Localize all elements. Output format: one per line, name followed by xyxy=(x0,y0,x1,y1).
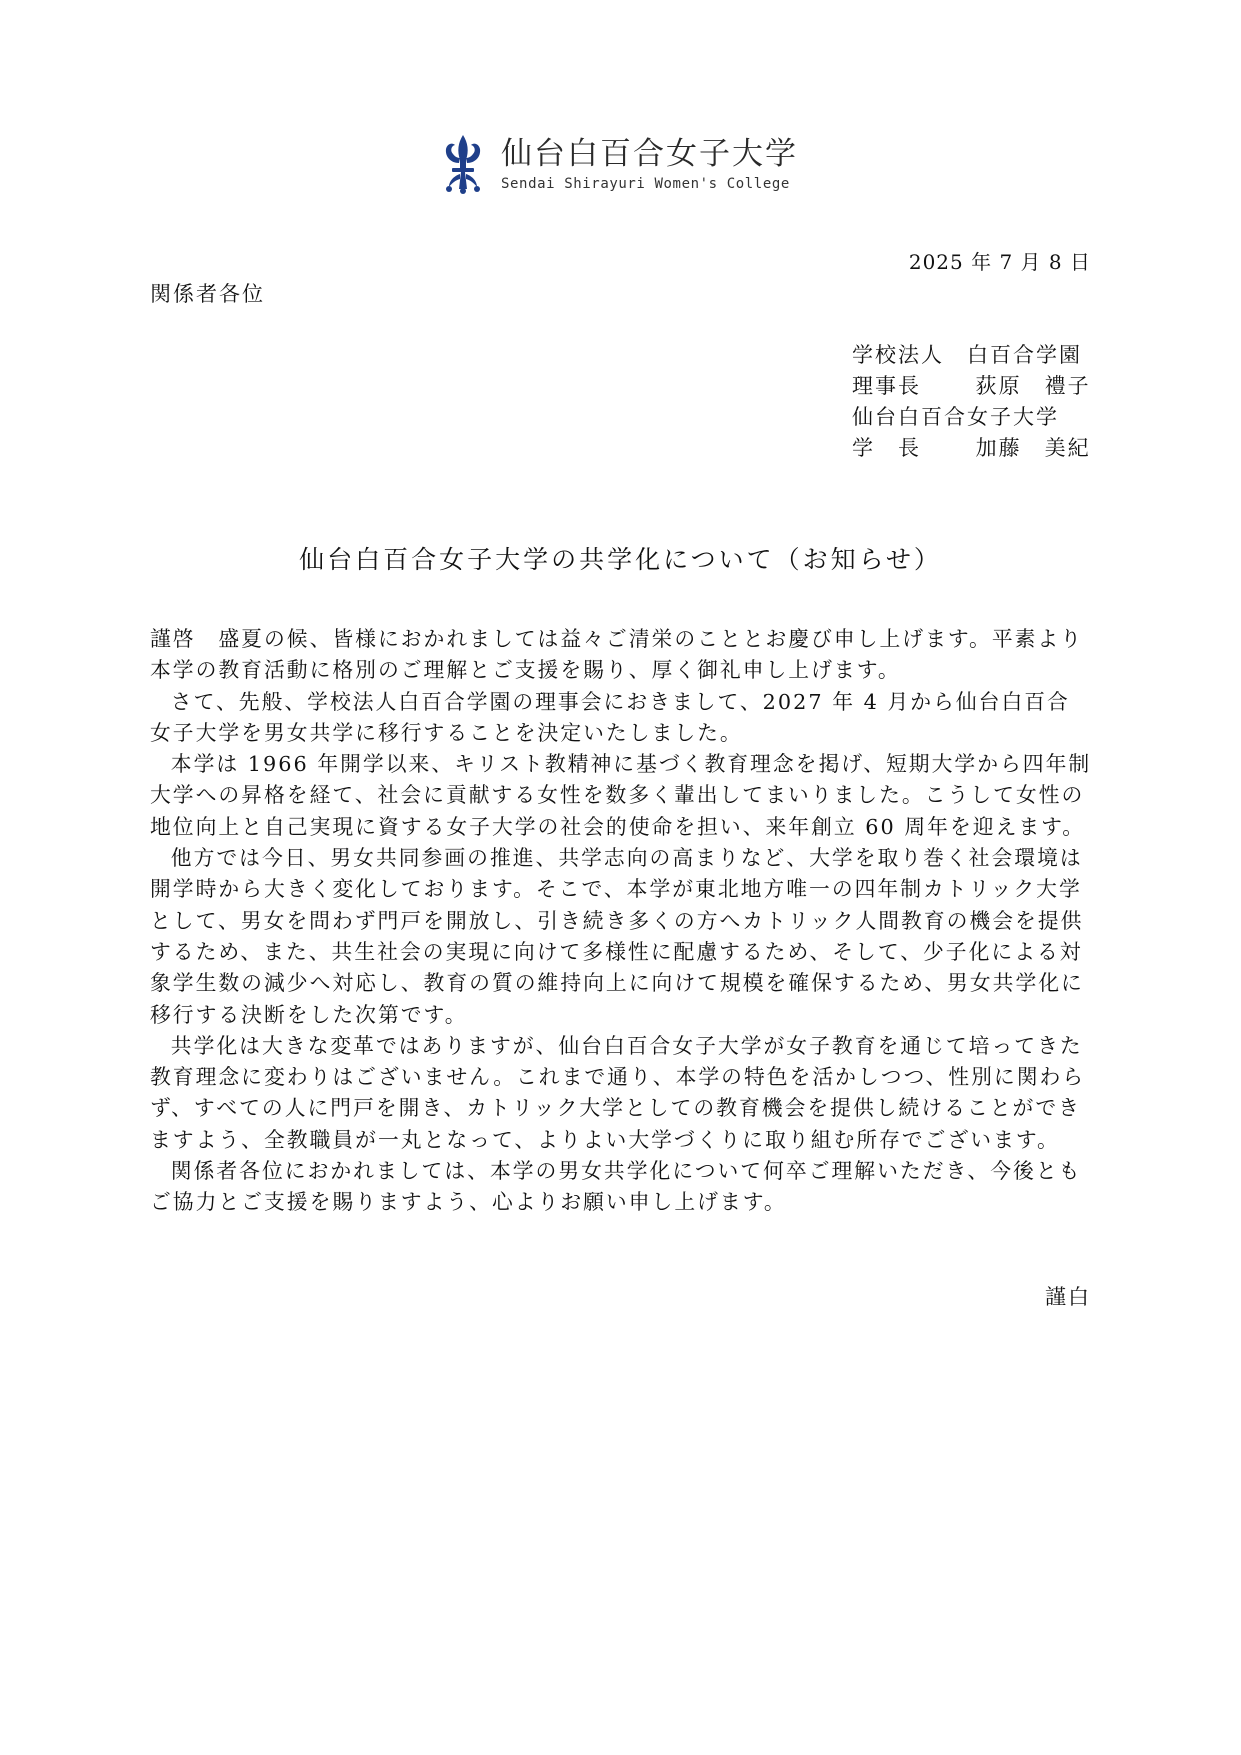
document-date: 2025 年 7 月 8 日 xyxy=(908,250,1091,274)
document-title: 仙台白百合女子大学の共学化について（お知らせ） xyxy=(299,545,942,574)
logo-name-jp: 仙台白百合女子大学 xyxy=(501,136,798,172)
fleur-de-lis-icon xyxy=(437,133,489,195)
sender-block xyxy=(852,340,1102,464)
paragraph-history: 本学は 1966 年開学以来、キリスト教精神に基づく教育理念を掲げ、短期大学から四年制大学への昇格を経て、社会に貢献する女性を数多く輩出してまいりました。こうして女性の地位向上と自己実現に資する女子大学の社会的使命を担い、来年創立 60 周年を迎えます。 xyxy=(150,752,1092,839)
college-logo xyxy=(437,118,807,210)
logo-text xyxy=(501,136,798,192)
paragraph-greeting: 謹啓 盛夏の候、皆様におかれましては益々ご清栄のこととお慶び申し上げます。平素より本学の教育活動に格別のご理解とご支援を賜り、厚く御礼申し上げます。 xyxy=(150,627,1084,683)
logo-name-en: Sendai Shirayuri Women's College xyxy=(501,176,790,192)
closing-word: 謹白 xyxy=(1045,1285,1091,1309)
paragraph-decision: さて、先般、学校法人白百合学園の理事会におきまして、2027 年 4 月から仙台白百合女子大学を男女共学に移行することを決定いたしました。 xyxy=(150,689,1070,745)
paragraph-commitment: 共学化は大きな変革ではありますが、仙台白百合女子大学が女子教育を通じて培ってきた教育理念に変わりはございません。これまで通り、本学の特色を活かしつつ、性別に関わらず、すべての人に門戸を開き、カトリック大学としての教育機会を提供し続けることができますよう、全教職員が一丸となって、よりよい大学づくりに取り組む所存でございます。 xyxy=(150,1033,1086,1152)
sender-line-president: 学 長 加藤 美紀 xyxy=(852,436,1091,460)
paragraph-reasons: 他方では今日、男女共同参画の推進、共学志向の高まりなど、大学を取り巻く社会環境は開学時から大きく変化しております。そこで、本学が東北地方唯一の四年制カトリック大学として、男女を問わず門戸を開放し、引き続き多くの方へカトリック人間教育の機会を提供するため、また、共生社会の実現に向けて多様性に配慮するため、そして、少子化による対象学生数の減少へ対応し、教育の質の維持向上に向けて規模を確保するため、男女共学化に移行する決断をした次第です。 xyxy=(150,846,1084,1027)
paragraph-request: 関係者各位におかれましては、本学の男女共学化について何卒ご理解いただき、今後ともご協力とご支援を賜りますよう、心よりお願い申し上げます。 xyxy=(150,1159,1082,1215)
letter-body xyxy=(150,624,1092,1219)
addressee: 関係者各位 xyxy=(150,282,265,306)
sender-line-corporation: 学校法人 白百合学園 xyxy=(852,343,1082,367)
sender-line-chairman: 理事長 荻原 禮子 xyxy=(852,374,1091,398)
sender-line-college: 仙台白百合女子大学 xyxy=(852,405,1059,429)
